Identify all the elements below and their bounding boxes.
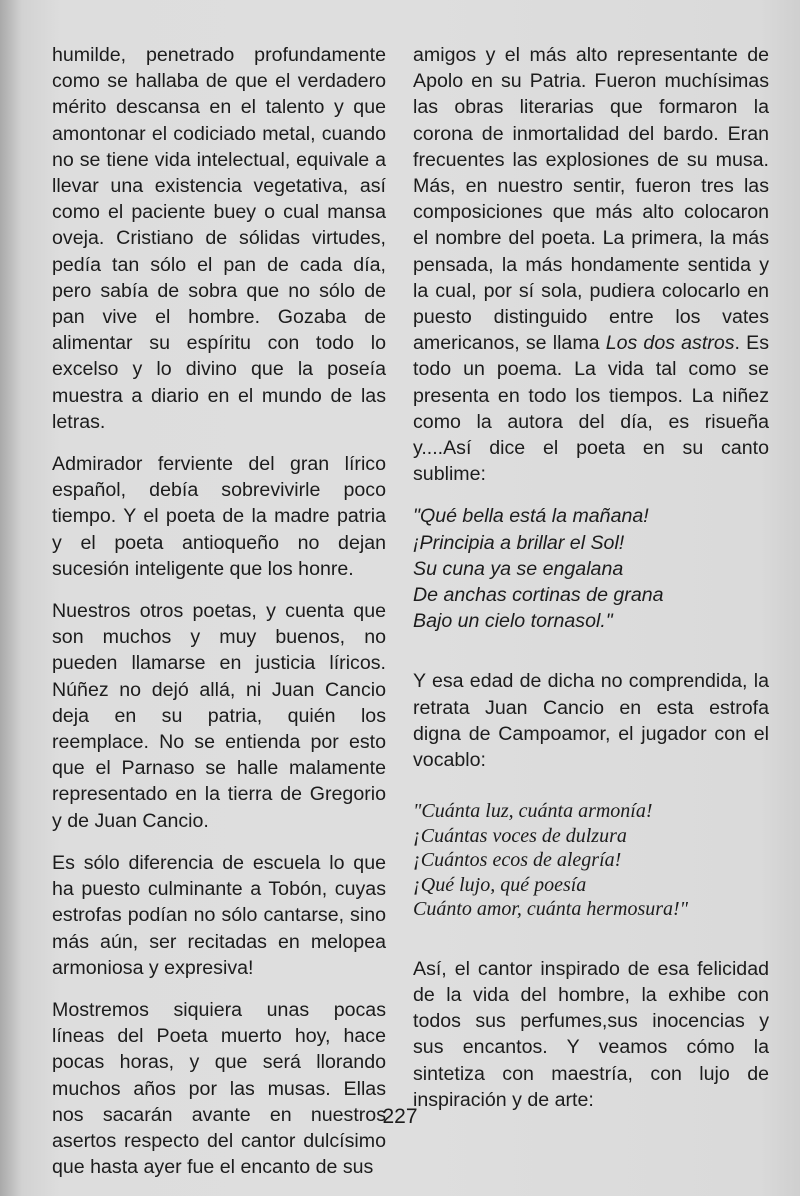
verse-line: Cuánto amor, cuánta hermosura!"	[413, 898, 689, 921]
page-number: 227	[382, 1105, 418, 1128]
paragraph: humilde, penetrado profundamente como se hallaba de que el verdadero mérito descansa en el talento y que amontonar el codiciado metal, cuando no se tiene vida intelectual, equivale a llevar una existencia vegetativa, así como el paciente buey o cual mansa oveja. Cristiano de sólidas virtudes, pedía tan sólo el pan de cada día, pero sabía de sobra que no sólo de pan vive el hombre. Gozaba de alimentar su espíritu con todo lo excelso y lo divino que la poseía muestra a diario en el mundo de las letras.	[52, 44, 386, 433]
text-run: . Es todo un poema. La vida tal como se presenta en todo los tiempos. La niñez como la autora del día, es risueña y....Así dice el poeta en su canto sublime:	[413, 332, 769, 486]
paragraph: Admirador ferviente del gran lírico español, debía sobrevivirle poco tiempo. Y el poeta de la madre patria y el poeta antioqueño no dejan sucesión inteligente que los honre.	[52, 453, 386, 580]
left-column	[52, 42, 386, 1196]
paragraph	[413, 42, 769, 487]
paragraph: Y esa edad de dicha no comprendida, la retrata Juan Cancio en esta estrofa digna de Campoamor, el jugador con el vocablo:	[413, 670, 769, 772]
paragraph: Mostremos siquiera unas pocas líneas del Poeta muerto hoy, hace pocas horas, y que será llorando muchos años por las musas. Ellas nos sacarán avante en nuestros asertos respecto del cantor dulcísimo que hasta ayer fue el encanto de sus	[52, 998, 386, 1179]
verse-line: "Cuánta luz, cuánta armonía!	[413, 800, 653, 823]
verse-line: ¡Principia a brillar el Sol!	[413, 531, 625, 554]
paragraph: Así, el cantor inspirado de esa felicidad de la vida del hombre, la exhibe con todos sus perfumes,sus inocencias y sus encantos. Y veamos cómo la sintetiza con maestría, con lujo de inspiración y de arte:	[413, 957, 769, 1111]
verse-line: Bajo un cielo tornasol."	[413, 610, 613, 633]
paragraph: Nuestros otros poetas, y cuenta que son muchos y muy buenos, no pueden llamarse en justicia líricos. Núñez no dejó allá, ni Juan Cancio deja en su patria, quién los reemplace. No se entienda por esto que el Parnaso se halle malamente representado en la tierra de Gregorio y de Juan Cancio.	[52, 600, 386, 832]
verse-line: ¡Cuántas voces de dulzura	[413, 824, 627, 847]
paragraph: Es sólo diferencia de escuela lo que ha puesto culminante a Tobón, cuyas estrofas podían no sólo cantarse, sino más aún, ser recitadas en melopea armoniosa y expresiva!	[52, 851, 386, 979]
verse-line: "Qué bella está la mañana!	[413, 505, 649, 528]
verse-line: Su cuna ya se engalana	[413, 557, 624, 580]
verse-line: ¡Qué lujo, qué poesía	[413, 873, 587, 896]
verse-quote	[413, 503, 769, 634]
right-column	[413, 42, 769, 1129]
verse-quote	[413, 789, 769, 922]
verse-line: ¡Cuántos ecos de alegría!	[413, 849, 622, 872]
spacer	[413, 789, 769, 799]
poem-title: Los dos astros	[605, 332, 735, 355]
text-run: amigos y el más alto representante de Apolo en su Patria. Fueron muchísimas las obras literarias que formaron la corona de inmortalidad del bardo. Eran frecuentes las explosiones de su musa. Más, en nuestro sentir, fueron tres las composiciones que más alto colocaron el nombre del poeta. La primera, la más pensada, la más hondamente sentida y la cual, por sí sola, pudiera colocarlo en puesto distinguido entre los vates americanos, se llama	[413, 44, 769, 355]
verse-line: De anchas cortinas de grana	[413, 584, 664, 607]
